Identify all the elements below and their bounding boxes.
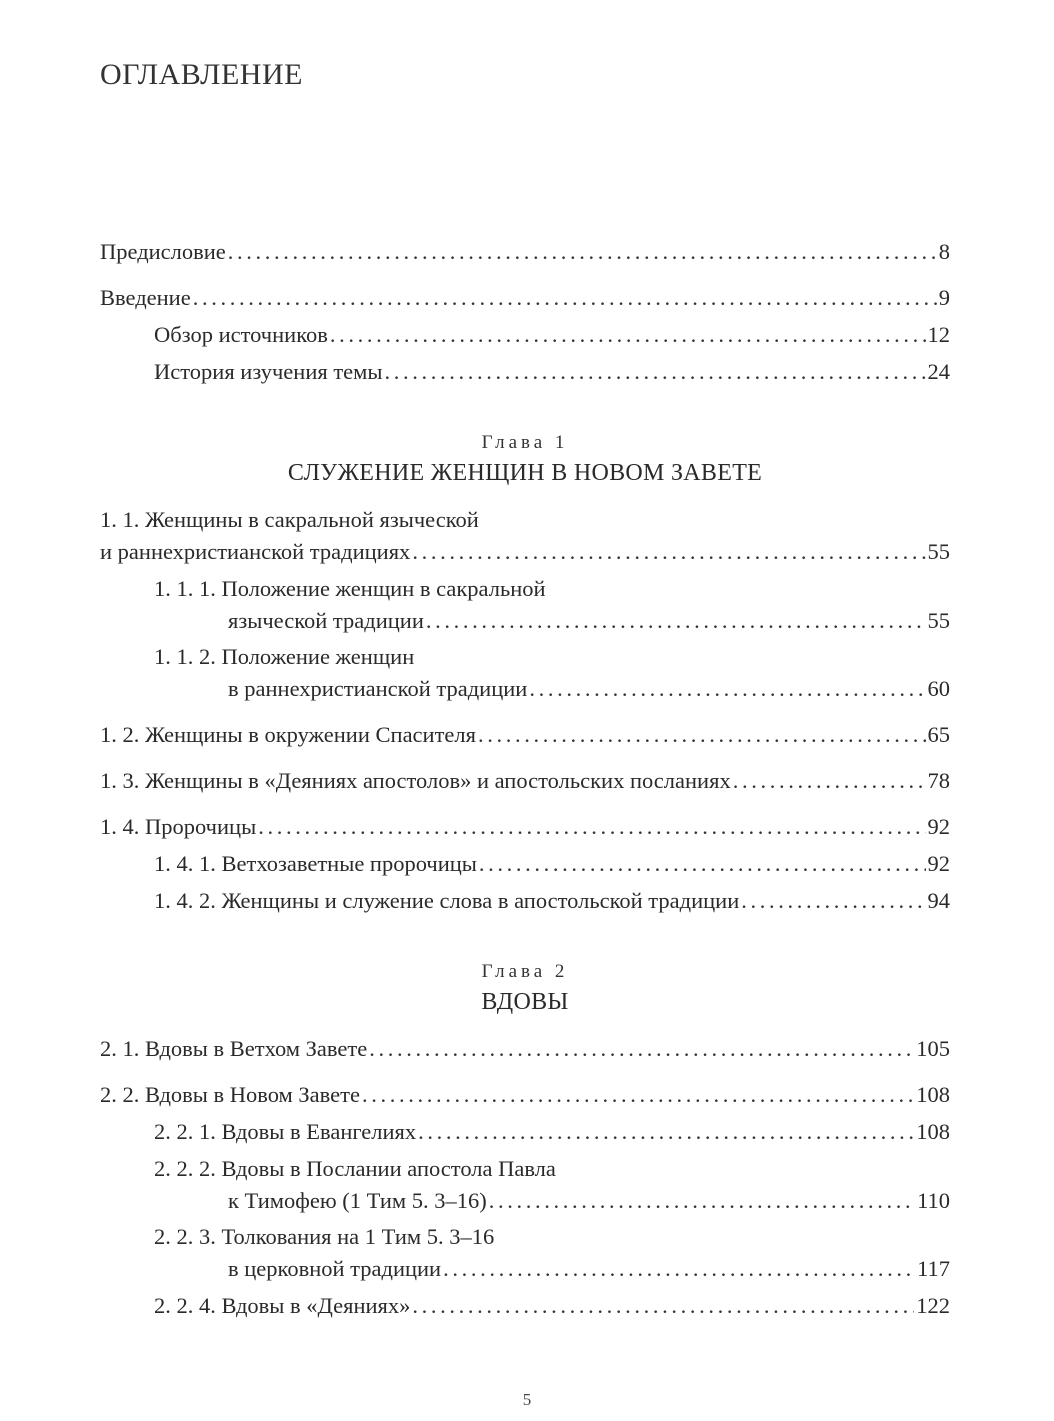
toc-entry-text: 2. 2. 3. Толкования на 1 Тим 5. 3–16 <box>154 1224 495 1249</box>
toc-page-number: 55 <box>927 539 950 564</box>
toc-entry-text: 2. 1. Вдовы в Ветхом Завете <box>100 1036 368 1061</box>
toc-page-number: 92 <box>927 851 950 876</box>
toc-entry[interactable] <box>100 1079 950 1111</box>
toc-entry[interactable] <box>100 1221 950 1285</box>
toc-entry-text: 2. 2. 2. Вдовы в Послании апостола Павла <box>154 1156 556 1181</box>
toc-page-number: 92 <box>927 814 950 839</box>
toc-entry-introduction[interactable] <box>100 282 950 314</box>
toc-entry[interactable] <box>100 885 950 917</box>
toc-entry-text-cont: в раннехристианской традиции <box>228 676 528 701</box>
toc-page-number: 94 <box>927 888 950 913</box>
toc-entry-text: 1. 4. 2. Женщины и служение слова в апостольской традиции <box>154 888 740 913</box>
toc-page-number: 65 <box>927 722 950 747</box>
toc-page-number: 55 <box>927 608 950 633</box>
chapter-label: Глава 2 <box>481 961 569 982</box>
toc-entry[interactable] <box>100 573 950 637</box>
toc-entry[interactable] <box>100 641 950 705</box>
toc-entry-text-cont: и раннехристианской традициях <box>100 539 411 564</box>
toc-entry-text: История изучения темы <box>154 359 383 384</box>
toc-entry[interactable] <box>100 1153 950 1217</box>
toc-entry-text: 1. 1. 2. Положение женщин <box>154 644 415 669</box>
toc-entry[interactable] <box>100 719 950 751</box>
toc-entry-text: Предисловие <box>100 239 226 264</box>
toc-page-number: 105 <box>916 1036 950 1061</box>
toc-entry[interactable] <box>100 848 950 880</box>
toc-entry-text: 2. 2. 1. Вдовы в Евангелиях <box>154 1119 417 1144</box>
toc-page-number: 117 <box>917 1256 950 1281</box>
chapter-1-heading <box>100 430 950 490</box>
toc-entry-text: 1. 2. Женщины в окружении Спасителя <box>100 722 476 747</box>
page-title: ОГЛАВЛЕНИЕ <box>100 58 303 91</box>
toc-page-number: 24 <box>927 359 950 384</box>
toc-entry-text: Введение <box>100 285 191 310</box>
toc-page-number: 12 <box>927 322 950 347</box>
toc-entry-text-cont: в церковной традиции <box>228 1256 442 1281</box>
toc-entry-text: 1. 1. Женщины в сакральной языческой <box>100 507 479 532</box>
toc-entry-sources[interactable] <box>100 319 950 351</box>
toc-entry-preface[interactable] <box>100 236 950 268</box>
toc-entry-text: 1. 1. 1. Положение женщин в сакральной <box>154 576 546 601</box>
toc-entry-text: 2. 2. 4. Вдовы в «Деяниях» <box>154 1293 411 1318</box>
toc-page-number: 122 <box>916 1293 950 1318</box>
toc-entry[interactable] <box>100 765 950 797</box>
toc-entry-text: 1. 4. Пророчицы <box>100 814 257 839</box>
toc-page-number: 60 <box>927 676 950 701</box>
chapter-label: Глава 1 <box>481 432 569 453</box>
toc-entry-text-cont: к Тимофею (1 Тим 5. 3–16) <box>228 1188 487 1213</box>
toc-entry-text-cont: языческой традиции <box>228 608 424 633</box>
toc-entry[interactable] <box>100 1116 950 1148</box>
chapter-title: ВДОВЫ <box>481 989 569 1015</box>
toc-page-number: 108 <box>916 1082 950 1107</box>
toc-page-number: 78 <box>927 768 950 793</box>
toc-entry-text: 1. 4. 1. Ветхозаветные пророчицы <box>154 851 477 876</box>
toc-entry[interactable] <box>100 811 950 843</box>
toc-entry-text: Обзор источников <box>154 322 328 347</box>
page-number: 5 <box>522 1390 532 1409</box>
toc-entry[interactable] <box>100 1290 950 1322</box>
toc-entry-text: 2. 2. Вдовы в Новом Завете <box>100 1082 360 1107</box>
toc-entry-history[interactable] <box>100 356 950 388</box>
toc-entry-text: 1. 3. Женщины в «Деяниях апостолов» и апостольских посланиях <box>100 768 731 793</box>
toc-page-number: 9 <box>938 285 950 310</box>
table-of-contents <box>100 236 950 1322</box>
chapter-2-heading <box>100 959 950 1019</box>
toc-entry[interactable] <box>100 1033 950 1065</box>
toc-page-number: 108 <box>916 1119 950 1144</box>
chapter-title: СЛУЖЕНИЕ ЖЕНЩИН В НОВОМ ЗАВЕТЕ <box>287 460 763 486</box>
toc-page-number: 8 <box>938 239 950 264</box>
toc-page-number: 110 <box>917 1188 950 1213</box>
toc-entry[interactable] <box>100 504 950 568</box>
